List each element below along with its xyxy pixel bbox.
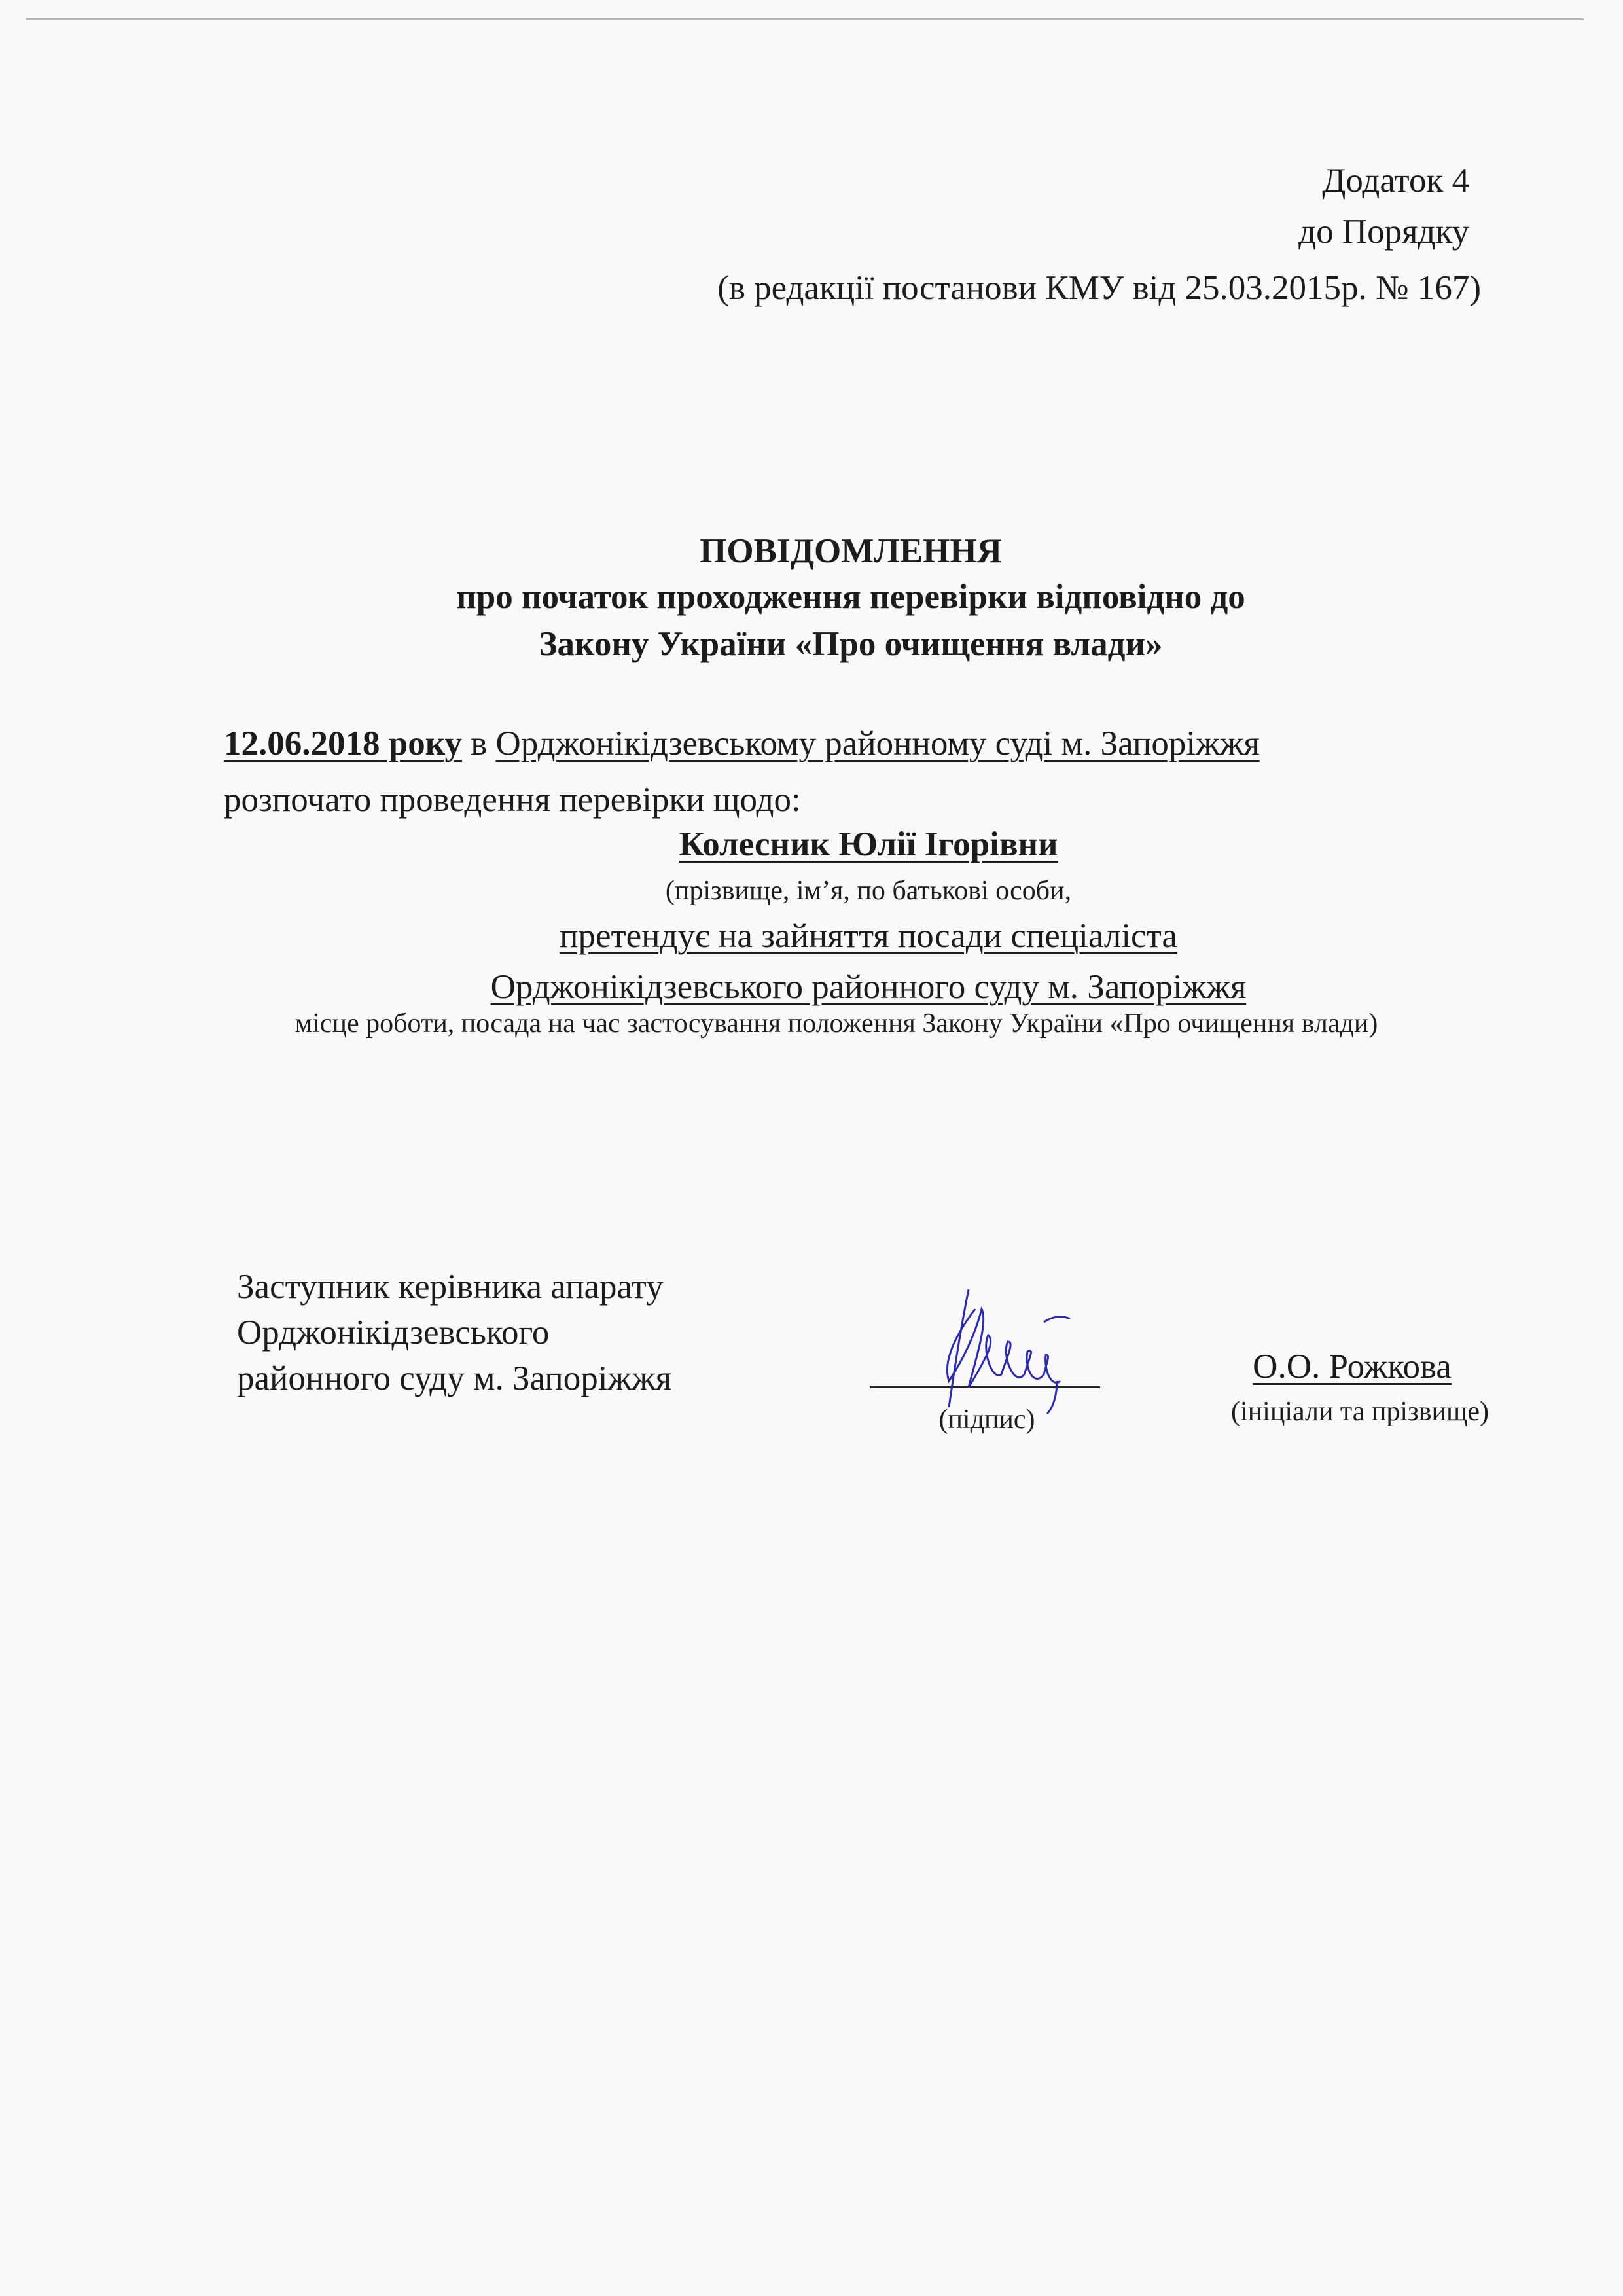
person-caption: (прізвище, ім’я, по батькові особи, <box>665 876 1072 906</box>
signature-caption: (підпис) <box>938 1405 1035 1435</box>
document-subtitle-2: Закону України «Про очищення влади» <box>539 625 1163 663</box>
position-line-2: Орджонікідзевського районного суду м. Запоріжжя <box>490 968 1247 1006</box>
document-subtitle-1: про початок проходження перевірки відповідно до <box>456 578 1245 616</box>
signer-name-caption: (ініціали та прізвище) <box>1231 1397 1489 1427</box>
order-label: до Порядку <box>1298 213 1469 251</box>
preposition: в <box>471 725 488 762</box>
person-name: Колесник Юлії Ігорівни <box>679 825 1058 863</box>
handwritten-signature <box>929 1283 1113 1414</box>
check-start-line <box>224 726 1260 761</box>
resolution-reference: (в редакції постанови КМУ від 25.03.2015р. № 167) <box>717 269 1481 307</box>
signer-name: О.О. Рожкова <box>1253 1348 1452 1386</box>
position-caption: місце роботи, посада на час застосування положення Закону України «Про очищення влади) <box>294 1009 1378 1039</box>
check-date: 12.06.2018 року <box>224 725 463 762</box>
scan-edge <box>26 18 1584 20</box>
position-line-1: претендує на зайняття посади спеціаліста <box>560 917 1177 955</box>
appendix-label: Додаток 4 <box>1322 162 1469 200</box>
document-title: ПОВІДОМЛЕННЯ <box>700 532 1002 570</box>
court-name: Орджонікідзевському районному суді м. Запоріжжя <box>495 725 1260 762</box>
signer-role-1: Заступник керівника апарату <box>237 1268 664 1306</box>
signer-role-3: районного суду м. Запоріжжя <box>237 1359 672 1397</box>
signer-role-2: Орджонікідзевського <box>237 1314 550 1352</box>
check-started-text: розпочато проведення перевірки щодо: <box>224 781 801 819</box>
